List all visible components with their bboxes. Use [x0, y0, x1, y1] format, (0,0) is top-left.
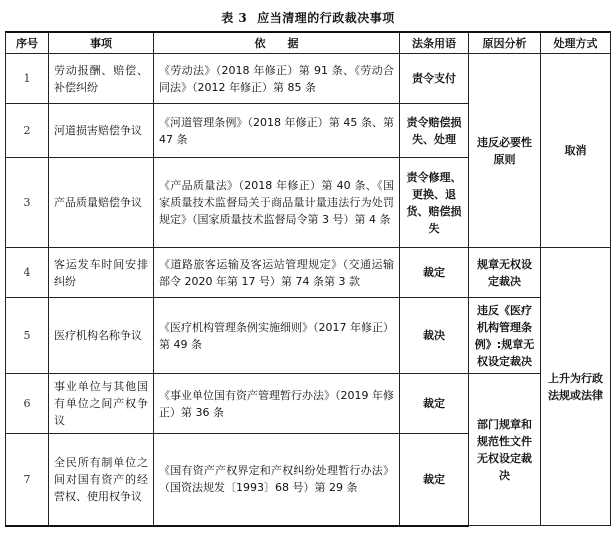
row-number: 5: [6, 298, 49, 374]
row-item: 劳动报酬、赔偿、补偿纠纷: [49, 54, 154, 104]
row-term: 裁定: [400, 248, 469, 298]
action-cancel: 取消: [541, 54, 611, 248]
row-item: 全民所有制单位之间对国有资产的经营权、使用权争议: [49, 434, 154, 526]
header-item: 事项: [49, 32, 154, 54]
header-action: 处理方式: [541, 32, 611, 54]
row-term: 裁定: [400, 434, 469, 526]
row-term: 责令赔偿损失、处理: [400, 104, 469, 158]
table-caption: [0, 9, 616, 26]
row-basis: 《道路旅客运输及客运站管理规定》（交通运输部令 2020 年第 17 号）第 74 条第 3 款: [154, 248, 400, 298]
header-row: [6, 32, 611, 54]
row-basis: 《劳动法》（2018 年修正）第 91 条、《劳动合同法》（2012 年修正）第 85 条: [154, 54, 400, 104]
table-row: [6, 374, 611, 434]
row-item: 客运发车时间安排纠纷: [49, 248, 154, 298]
row-item: 产品质量赔偿争议: [49, 158, 154, 248]
row-number: 7: [6, 434, 49, 526]
row-number: 2: [6, 104, 49, 158]
row-number: 6: [6, 374, 49, 434]
row-basis: 《事业单位国有资产管理暂行办法》（2019 年修正）第 36 条: [154, 374, 400, 434]
row-basis: 《河道管理条例》（2018 年修正）第 45 条、第 47 条: [154, 104, 400, 158]
table-row: [6, 54, 611, 104]
reason-regulation-no-authority: 部门规章和规范性文件无权设定裁决: [469, 374, 541, 526]
row-basis: 《医疗机构管理条例实施细则》（2017 年修正）第 49 条: [154, 298, 400, 374]
header-term: 法条用语: [400, 32, 469, 54]
action-elevate: 上升为行政法规或法律: [541, 248, 611, 526]
row-number: 3: [6, 158, 49, 248]
table-row: [6, 298, 611, 374]
row-item: 河道损害赔偿争议: [49, 104, 154, 158]
header-no: 序号: [6, 32, 49, 54]
row-basis: 《产品质量法》（2018 年修正）第 40 条、《国家质量技术监督局关于商品量计量违法行为处罚规定》（国家质量技术监督局令第 3 号）第 4 条: [154, 158, 400, 248]
reason-violates-regulation: 违反《医疗机构管理条例》:规章无权设定裁决: [469, 298, 541, 374]
reason-necessity: 违反必要性原则: [469, 54, 541, 248]
adjudication-table: [5, 31, 611, 527]
row-basis: 《国有资产产权界定和产权纠纷处理暂行办法》（国资法规发〔1993〕68 号）第 29 条: [154, 434, 400, 526]
table-number: 表 3: [221, 11, 248, 25]
row-number: 4: [6, 248, 49, 298]
row-number: 1: [6, 54, 49, 104]
row-term: 责令支付: [400, 54, 469, 104]
row-term: 裁决: [400, 298, 469, 374]
table-title: 应当清理的行政裁决事项: [257, 11, 395, 25]
row-item: 事业单位与其他国有单位之间产权争议: [49, 374, 154, 434]
reason-no-authority: 规章无权设定裁决: [469, 248, 541, 298]
header-reason: 原因分析: [469, 32, 541, 54]
row-item: 医疗机构名称争议: [49, 298, 154, 374]
table-row: [6, 248, 611, 298]
header-basis: 依 据: [154, 32, 400, 54]
row-term: 裁定: [400, 374, 469, 434]
row-term: 责令修理、更换、退货、赔偿损失: [400, 158, 469, 248]
